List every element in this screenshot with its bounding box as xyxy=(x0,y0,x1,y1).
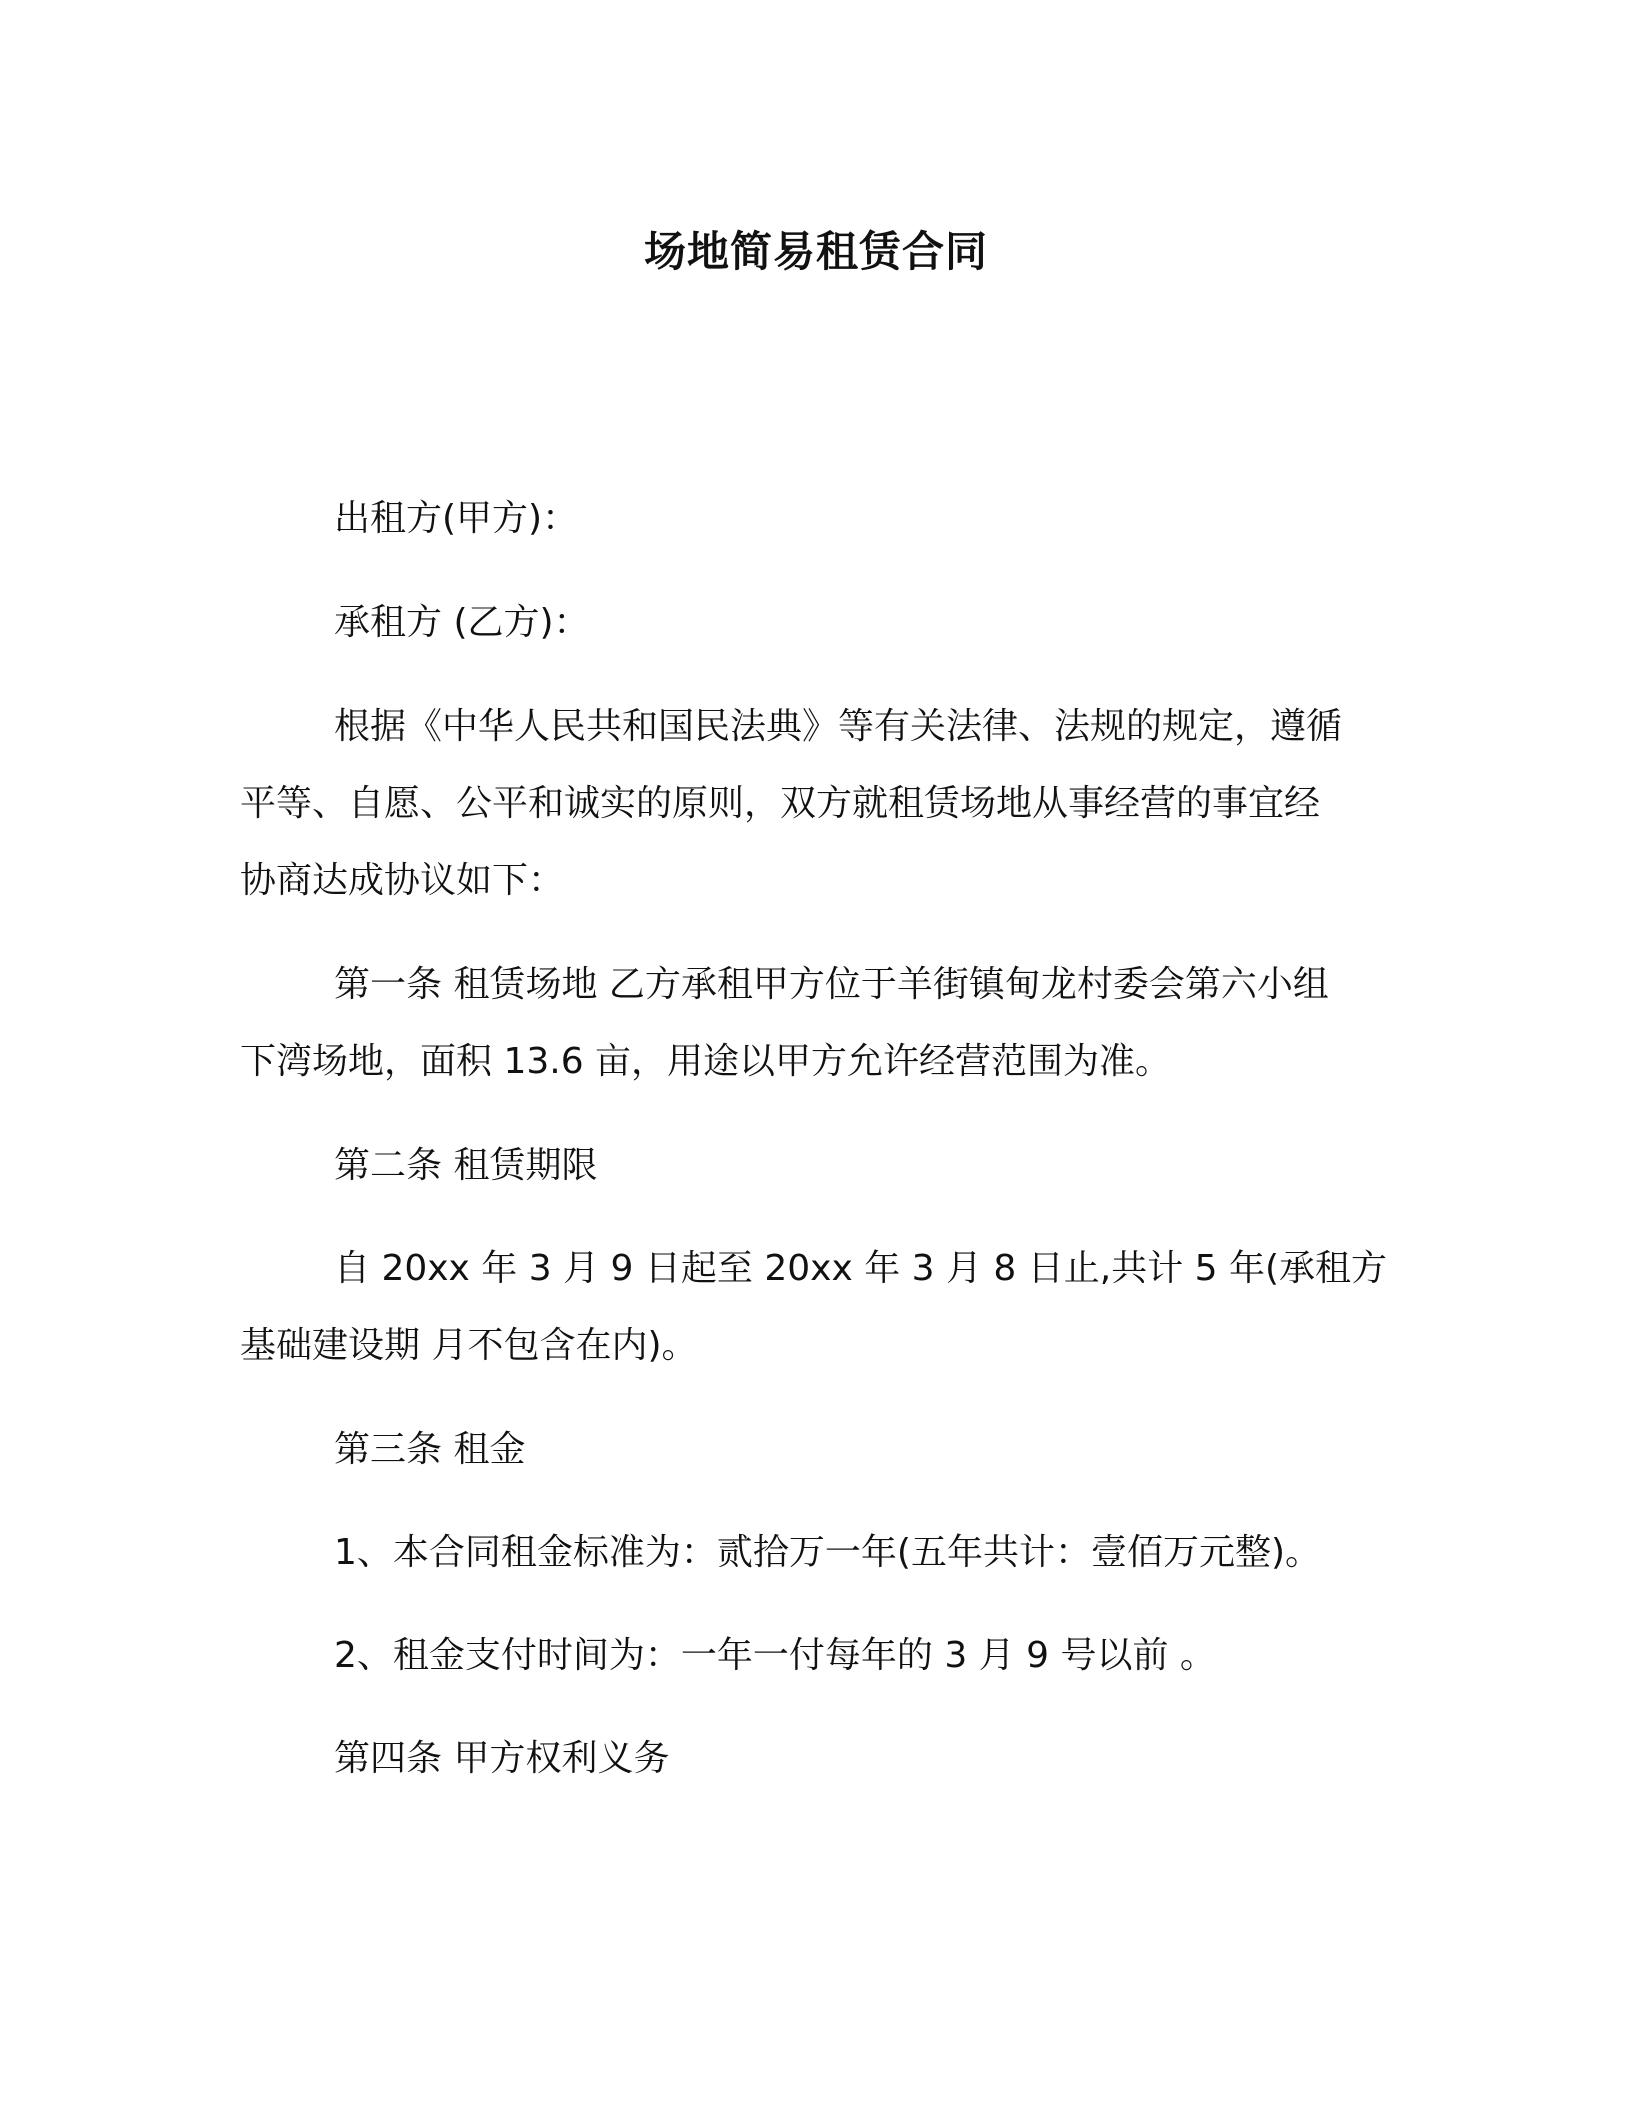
preamble-line: 根据《中华人民共和国民法典》等有关法律、法规的规定，遵循 xyxy=(334,706,1343,747)
article-3-heading xyxy=(240,1411,1392,1488)
document-title: 场地简易租赁合同 xyxy=(643,227,988,276)
article-2-paragraph xyxy=(240,1230,1392,1384)
lessor-line xyxy=(240,480,1392,557)
article-4-heading xyxy=(240,1720,1392,1797)
article-1-line: 下湾场地，面积 13.6 亩，用途以甲方允许经营范围为准。 xyxy=(240,1041,1172,1082)
article-1-paragraph xyxy=(240,946,1392,1100)
preamble-paragraph xyxy=(240,688,1392,919)
lessee-line xyxy=(240,584,1392,661)
lessor-label: 出租方(甲方)： xyxy=(334,498,579,539)
article-3-item-2-text: 2、租金支付时间为：一年一付每年的 3 月 9 号以前 。 xyxy=(334,1635,1216,1676)
article-4-heading-text: 第四条 甲方权利义务 xyxy=(334,1738,670,1779)
preamble-line: 平等、自愿、公平和诚实的原则，双方就租赁场地从事经营的事宜经 xyxy=(240,783,1321,824)
article-2-heading xyxy=(240,1127,1392,1204)
article-2-line: 基础建设期 月不包含在内)。 xyxy=(240,1325,698,1366)
article-3-item-1-text: 1、本合同租金标准为：贰拾万一年(五年共计：壹佰万元整)。 xyxy=(334,1532,1321,1573)
preamble-line: 协商达成协议如下： xyxy=(240,860,565,901)
article-3-item-2 xyxy=(240,1617,1392,1694)
article-3-item-1 xyxy=(240,1514,1392,1591)
article-2-line: 自 20xx 年 3 月 9 日起至 20xx 年 3 月 8 日止,共计 5 年(承租方 xyxy=(334,1248,1388,1289)
article-2-heading-text: 第二条 租赁期限 xyxy=(334,1145,598,1186)
article-3-heading-text: 第三条 租金 xyxy=(334,1429,526,1470)
article-1-line: 第一条 租赁场地 乙方承租甲方位于羊街镇甸龙村委会第六小组 xyxy=(334,964,1329,1005)
lessee-label: 承租方 (乙方)： xyxy=(334,602,590,643)
